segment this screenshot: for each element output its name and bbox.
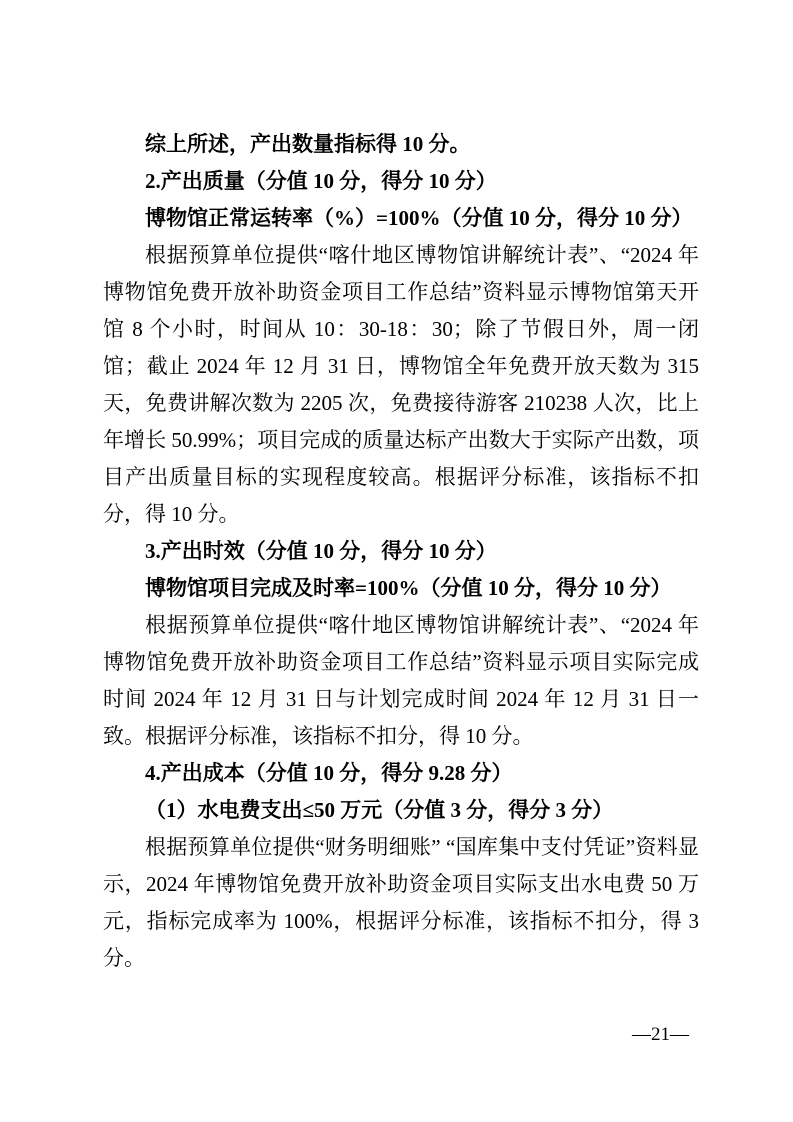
page-number: —21—: [632, 1024, 689, 1045]
paragraph-output-quality-detail: 根据预算单位提供“喀什地区博物馆讲解统计表”、“2024 年博物馆免费开放补助资金项目工作总结”资料显示博物馆第天开馆 8 个小时，时间从 10：30-18：30；除了节假日外，周一闭馆；截止 2024 年 12 月 31 日，博物馆全年免费开放天数为 315 天，免费讲解次数为 2205 次，免费接待游客 210238 人次，比上年增长 50.99%；项目完成的质量达标产出数大于实际产出数，项目产出质量目标的实现程度较高。根据评分标准，该指标不扣分，得 10 分。: [103, 243, 699, 526]
heading-output-quality: 2.产出质量（分值 10 分，得分 10 分）: [145, 169, 497, 193]
page-footer: [0, 1022, 699, 1048]
conclusion-output-quantity: 综上所述，产出数量指标得 10 分。: [145, 132, 471, 156]
heading-output-timeliness: 3.产出时效（分值 10 分，得分 10 分）: [145, 539, 497, 563]
subheading-project-completion-rate: 博物馆项目完成及时率=100%（分值 10 分，得分 10 分）: [145, 576, 672, 600]
heading-output-cost: 4.产出成本（分值 10 分，得分 9.28 分）: [145, 761, 513, 785]
document-body: [103, 126, 699, 977]
subheading-utility-expense: （1）水电费支出≤50 万元（分值 3 分，得分 3 分）: [145, 798, 614, 822]
paragraph-output-timeliness-detail: 根据预算单位提供“喀什地区博物馆讲解统计表”、“2024 年博物馆免费开放补助资金项目工作总结”资料显示项目实际完成时间 2024 年 12 月 31 日与计划完成时间 2024 年 12 月 31 日一致。根据评分标准，该指标不扣分，得 10 分。: [103, 613, 699, 748]
subheading-museum-operation-rate: 博物馆正常运转率（%）=100%（分值 10 分，得分 10 分）: [145, 206, 693, 230]
paragraph-utility-expense-detail: 根据预算单位提供“财务明细账” “国库集中支付凭证”资料显示，2024 年博物馆免费开放补助资金项目实际支出水电费 50 万元，指标完成率为 100%，根据评分标准，该指标不扣分，得 3 分。: [103, 835, 699, 970]
